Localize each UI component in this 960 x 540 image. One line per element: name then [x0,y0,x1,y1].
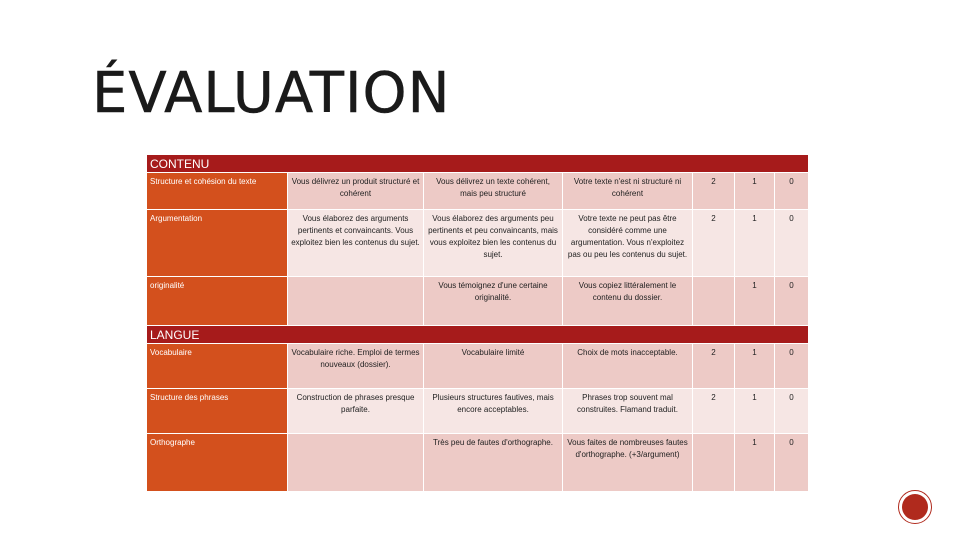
score-cell: 2 [693,173,735,210]
descriptor-cell: Très peu de fautes d'orthographe. [424,434,563,492]
score-cell: 2 [693,344,735,389]
section-header-row [147,155,809,173]
evaluation-rubric-table [146,154,809,492]
criterion-cell: Orthographe [147,434,288,492]
descriptor-cell: Votre texte n'est ni structuré ni cohérent [563,173,693,210]
table-row [147,434,809,492]
slide-number-badge [898,490,932,524]
slide-title: ÉVALUATION [92,61,451,126]
score-cell [693,434,735,492]
score-cell: 0 [775,210,809,277]
descriptor-cell: Plusieurs structures fautives, mais encore acceptables. [424,389,563,434]
score-cell: 0 [775,277,809,326]
table-row [147,344,809,389]
score-cell: 1 [735,344,775,389]
descriptor-cell: Vous faites de nombreuses fautes d'orthographe. (+3/argument) [563,434,693,492]
criterion-cell: Structure des phrases [147,389,288,434]
descriptor-cell: Vocabulaire limité [424,344,563,389]
descriptor-cell: Choix de mots inacceptable. [563,344,693,389]
table-row [147,210,809,277]
score-cell: 1 [735,277,775,326]
table-row [147,173,809,210]
descriptor-cell: Vous témoignez d'une certaine originalité. [424,277,563,326]
criterion-cell: Argumentation [147,210,288,277]
score-cell: 1 [735,173,775,210]
table-row [147,389,809,434]
criterion-cell: originalité [147,277,288,326]
score-cell: 2 [693,210,735,277]
section-header-row [147,326,809,344]
descriptor-cell [288,277,424,326]
criterion-cell: Structure et cohésion du texte [147,173,288,210]
score-cell: 0 [775,434,809,492]
descriptor-cell: Vous élaborez des arguments pertinents et convaincants. Vous exploitez bien les contenus du sujet. [288,210,424,277]
badge-circle-icon [902,494,928,520]
descriptor-cell: Vous délivrez un produit structuré et cohérent [288,173,424,210]
table-row [147,277,809,326]
score-cell [693,277,735,326]
score-cell: 0 [775,344,809,389]
score-cell: 1 [735,389,775,434]
score-cell: 1 [735,434,775,492]
score-cell: 0 [775,389,809,434]
section-heading: CONTENU [147,155,809,173]
score-cell: 1 [735,210,775,277]
criterion-cell: Vocabulaire [147,344,288,389]
descriptor-cell [288,434,424,492]
descriptor-cell: Vous élaborez des arguments peu pertinents et peu convaincants, mais vous exploitez bien les contenus du sujet. [424,210,563,277]
section-heading: LANGUE [147,326,809,344]
descriptor-cell: Construction de phrases presque parfaite. [288,389,424,434]
descriptor-cell: Vous délivrez un texte cohérent, mais peu structuré [424,173,563,210]
descriptor-cell: Vocabulaire riche. Emploi de termes nouveaux (dossier). [288,344,424,389]
score-cell: 0 [775,173,809,210]
descriptor-cell: Phrases trop souvent mal construites. Flamand traduit. [563,389,693,434]
score-cell: 2 [693,389,735,434]
descriptor-cell: Vous copiez littéralement le contenu du dossier. [563,277,693,326]
descriptor-cell: Votre texte ne peut pas être considéré comme une argumentation. Vous n'exploitez pas ou peu les contenus du sujet. [563,210,693,277]
